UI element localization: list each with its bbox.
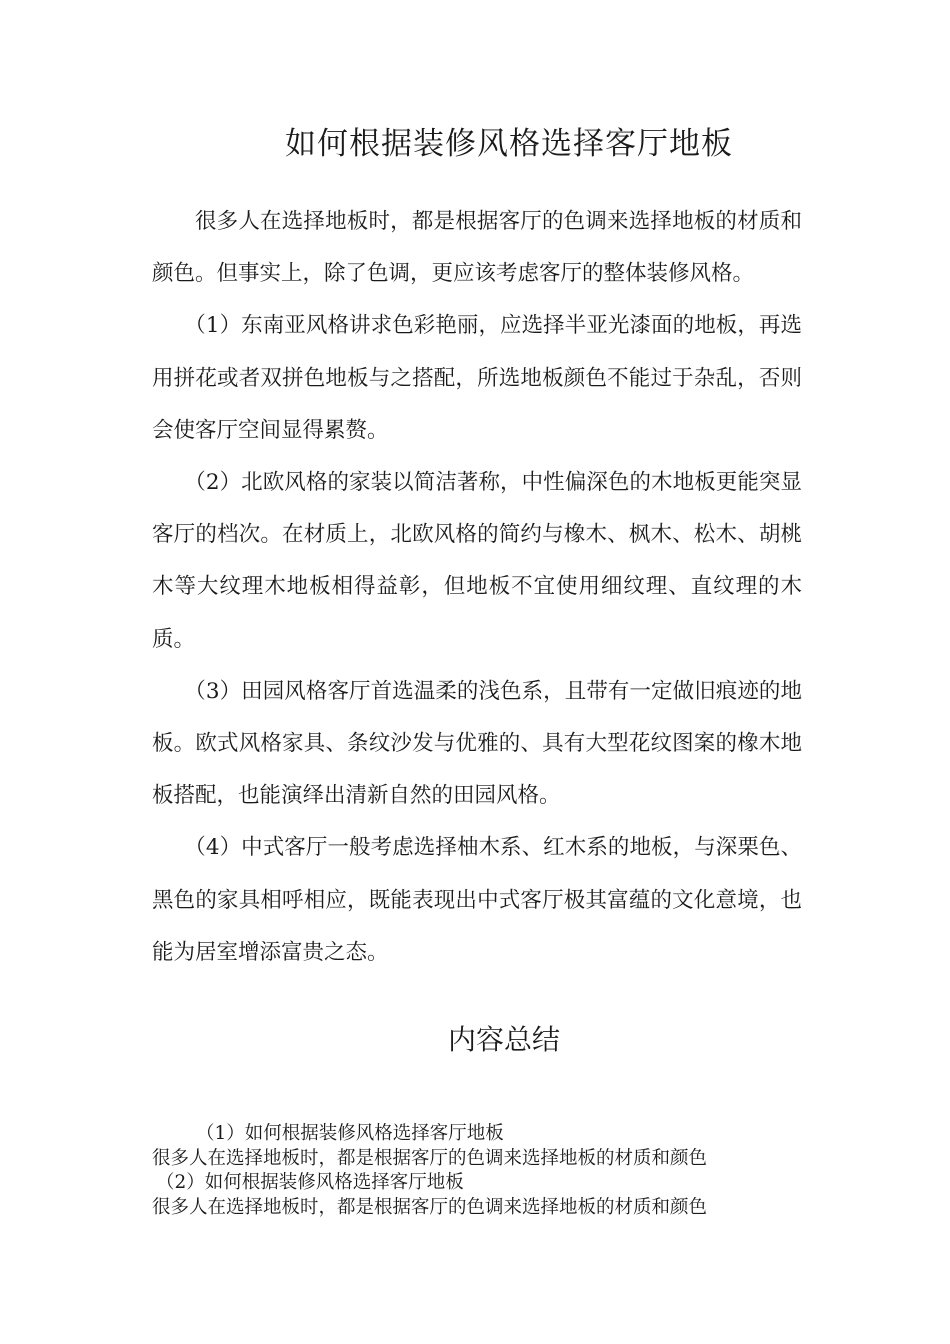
paragraph-pastoral-style: （3）田园风格客厅首选温柔的浅色系，且带有一定做旧痕迹的地板。欧式风格家具、条纹沙发与优雅的、具有大型花纹图案的橡木地板搭配，也能演绎出清新自然的田园风格。 <box>152 678 802 809</box>
summary-title: 内容总结 <box>447 1023 560 1056</box>
summary-item-text: 很多人在选择地板时，都是根据客厅的色调来选择地板的材质和颜色 <box>152 1147 708 1169</box>
paragraph-nordic-style: （2）北欧风格的家装以简洁著称，中性偏深色的木地板更能突显客厅的档次。在材质上，北欧风格的简约与橡木、枫木、松木、胡桃木等大纹理木地板相得益彰，但地板不宜使用细纹理、直纹理的木质。 <box>152 470 802 652</box>
document-body <box>152 196 802 979</box>
summary-item-heading: （1）如何根据装修风格选择客厅地板 <box>196 1123 504 1144</box>
summary-item-heading: （2）如何根据装修风格选择客厅地板 <box>156 1172 464 1193</box>
summary-list <box>152 1122 832 1220</box>
paragraph-southeast-asian-style: （1）东南亚风格讲求色彩艳丽，应选择半亚光漆面的地板，再选用拼花或者双拼色地板与之搭配，所选地板颜色不能过于杂乱，否则会使客厅空间显得累赘。 <box>152 313 802 443</box>
summary-item-text: 很多人在选择地板时，都是根据客厅的色调来选择地板的材质和颜色 <box>152 1196 708 1218</box>
document-title: 如何根据装修风格选择客厅地板 <box>285 126 733 162</box>
paragraph-intro: 很多人在选择地板时，都是根据客厅的色调来选择地板的材质和颜色。但事实上，除了色调，更应该考虑客厅的整体装修风格。 <box>152 209 802 287</box>
paragraph-chinese-style: （4）中式客厅一般考虑选择柚木系、红木系的地板，与深栗色、黑色的家具相呼相应，既能表现出中式客厅极其富蕴的文化意境，也能为居室增添富贵之态。 <box>152 835 802 965</box>
